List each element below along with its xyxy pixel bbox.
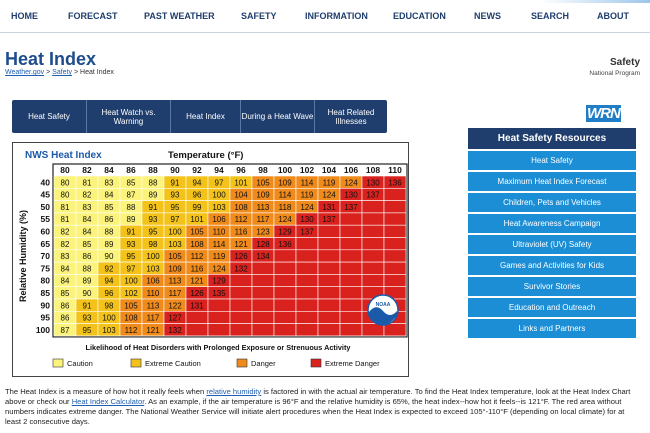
heat-index-value: 110 (212, 227, 226, 237)
temperature-tick: 84 (104, 165, 114, 175)
heat-index-cell (230, 324, 252, 336)
heat-index-value: 124 (212, 264, 226, 274)
heat-index-value: 81 (60, 215, 70, 225)
heat-index-cell (274, 262, 296, 274)
section-title: Safety (609, 57, 640, 68)
heat-index-cell (318, 238, 340, 250)
heat-index-value: 102 (124, 289, 138, 298)
heat-index-value: 112 (190, 252, 204, 262)
heat-index-value: 119 (322, 178, 336, 188)
heat-index-value: 89 (126, 215, 136, 225)
temperature-tick: 90 (170, 165, 180, 175)
heat-index-cell (296, 250, 318, 262)
temperature-tick: 102 (299, 165, 315, 175)
heat-index-value: 129 (278, 227, 292, 237)
heat-index-cell (362, 250, 384, 262)
heat-index-value: 82 (60, 239, 70, 249)
subnav-heat-safety[interactable]: Heat Safety (12, 100, 87, 133)
heat-index-cell (340, 262, 362, 274)
heat-index-value: 108 (124, 313, 138, 323)
heat-index-cell (230, 311, 252, 323)
subnav-during-heat-wave[interactable]: During a Heat Wave (241, 100, 315, 133)
heat-index-value: 106 (146, 276, 160, 286)
heat-index-value: 95 (126, 252, 136, 262)
sidebar-link[interactable]: Games and Activities for Kids (468, 256, 636, 275)
heat-index-value: 105 (168, 252, 182, 262)
heat-index-cell (318, 324, 340, 336)
heat-index-cell (384, 238, 406, 250)
heat-index-value: 124 (344, 178, 358, 188)
heat-index-cell (362, 238, 384, 250)
nav-news[interactable]: NEWS (474, 11, 501, 21)
heat-index-value: 113 (146, 301, 160, 311)
heat-index-value: 85 (126, 178, 136, 188)
humidity-tick: 90 (40, 300, 50, 311)
heat-index-value: 93 (148, 215, 158, 225)
heat-index-value: 103 (168, 239, 182, 249)
heat-index-cell (274, 311, 296, 323)
temperature-tick: 82 (82, 165, 92, 175)
sidebar-link[interactable]: Heat Awareness Campaign (468, 214, 636, 233)
heat-index-value: 95 (148, 227, 158, 237)
heat-index-cell (362, 274, 384, 286)
heat-index-value: 84 (60, 276, 70, 286)
heat-index-cell (274, 287, 296, 299)
temperature-tick: 96 (236, 165, 246, 175)
heat-index-cell (296, 299, 318, 311)
header-accent (540, 0, 650, 3)
heat-index-value: 130 (300, 215, 314, 225)
sidebar-link[interactable]: Ultraviolet (UV) Safety (468, 235, 636, 254)
humidity-tick: 45 (40, 189, 50, 200)
heat-index-value: 117 (168, 289, 182, 298)
heat-index-cell (318, 287, 340, 299)
temperature-tick: 108 (365, 165, 381, 175)
heat-index-value: 81 (60, 202, 70, 212)
heat-index-cell (208, 311, 230, 323)
body-text: is factored in with the actual air temperature. To find the Heat Index temperature, look at the Heat Index Chart above or check our (5, 387, 631, 406)
heat-index-cell (362, 201, 384, 213)
heat-index-value: 85 (82, 239, 92, 249)
heat-index-value: 116 (234, 227, 248, 237)
heat-index-cell (296, 311, 318, 323)
heat-index-value: 121 (146, 325, 160, 335)
heat-index-cell (274, 299, 296, 311)
nav-safety[interactable]: SAFETY (241, 11, 277, 21)
breadcrumb-weather-gov[interactable]: Weather.gov (5, 69, 45, 76)
temperature-tick: 88 (148, 165, 158, 175)
heat-index-value: 84 (82, 215, 92, 225)
heat-index-cell (186, 324, 208, 336)
heat-index-calculator-link[interactable]: Heat Index Calculator (71, 397, 145, 406)
heat-index-value: 113 (256, 202, 270, 212)
humidity-tick: 55 (40, 214, 50, 225)
heat-index-value: 88 (104, 227, 114, 237)
sub-navigation (12, 100, 387, 133)
section-subtitle: National Program (589, 70, 640, 77)
heat-index-value: 89 (104, 239, 114, 249)
heat-index-value: 119 (212, 252, 226, 262)
humidity-tick: 85 (40, 288, 50, 298)
heat-index-cell (252, 324, 274, 336)
humidity-tick: 65 (40, 238, 50, 249)
x-axis-label: Temperature (°F) (168, 150, 244, 161)
heat-index-cell (384, 262, 406, 274)
heat-index-value: 100 (168, 227, 182, 237)
heat-index-cell (340, 274, 362, 286)
heat-index-value: 132 (234, 264, 248, 274)
heat-index-value: 132 (168, 325, 182, 335)
heat-index-cell (340, 324, 362, 336)
heat-index-value: 114 (300, 178, 314, 188)
heat-index-value: 105 (124, 301, 138, 311)
breadcrumb-safety[interactable]: Safety (52, 69, 73, 76)
heat-index-chart-svg (13, 143, 410, 378)
heat-index-value: 98 (148, 239, 158, 249)
heat-index-value: 122 (168, 301, 182, 311)
heat-index-value: 109 (278, 178, 292, 188)
heat-index-value: 96 (192, 190, 202, 200)
heat-index-value: 131 (190, 301, 204, 311)
heat-index-value: 85 (60, 289, 70, 298)
nav-education[interactable]: EDUCATION (393, 11, 446, 21)
heat-index-cell (274, 324, 296, 336)
subnav-heat-index[interactable]: Heat Index (171, 100, 241, 133)
sidebar-link[interactable]: Education and Outreach (468, 298, 636, 317)
heat-index-value: 86 (60, 313, 70, 323)
heat-index-value: 123 (256, 227, 270, 237)
heat-index-value: 86 (82, 252, 92, 262)
heat-index-cell (296, 274, 318, 286)
heat-index-cell (318, 250, 340, 262)
heat-index-cell (252, 274, 274, 286)
heat-index-value: 97 (126, 264, 136, 274)
heat-index-cell (318, 299, 340, 311)
heat-index-value: 101 (190, 215, 204, 225)
heat-index-value: 91 (170, 178, 180, 188)
heat-index-value: 108 (234, 202, 248, 212)
heat-index-value: 110 (146, 289, 160, 298)
heat-index-cell (274, 274, 296, 286)
temperature-tick: 104 (321, 165, 337, 175)
heat-index-cell (384, 213, 406, 225)
heat-index-cell (296, 238, 318, 250)
heat-index-value: 106 (212, 215, 226, 225)
heat-index-value: 105 (190, 227, 204, 237)
heat-index-cell (252, 287, 274, 299)
heat-index-cell (274, 250, 296, 262)
humidity-tick: 80 (40, 275, 50, 286)
heat-index-value: 100 (212, 190, 226, 200)
heat-index-value: 89 (148, 190, 158, 200)
legend-label: Extreme Danger (325, 359, 380, 368)
sidebar-link[interactable]: Links and Partners (468, 319, 636, 338)
heat-index-cell (340, 238, 362, 250)
heat-index-value: 91 (148, 202, 158, 212)
heat-index-cell (252, 299, 274, 311)
temperature-tick: 94 (214, 165, 224, 175)
heat-index-value: 121 (234, 239, 248, 249)
legend-swatch (237, 359, 247, 367)
sidebar (468, 128, 636, 338)
heat-index-value: 95 (170, 202, 180, 212)
heat-index-value: 83 (82, 202, 92, 212)
nav-information[interactable]: INFORMATION (305, 11, 368, 21)
heat-index-value: 130 (344, 190, 358, 200)
heat-index-value: 99 (192, 202, 202, 212)
heat-index-value: 97 (214, 178, 224, 188)
heat-index-cell (208, 324, 230, 336)
heat-index-value: 83 (104, 178, 114, 188)
humidity-tick: 50 (40, 201, 50, 212)
heat-index-value: 119 (300, 190, 314, 200)
heat-index-value: 80 (60, 190, 70, 200)
heat-index-cell (340, 250, 362, 262)
top-navigation (0, 0, 650, 33)
heat-index-value: 121 (190, 276, 204, 286)
subnav-heat-illnesses[interactable]: Heat Related Illnesses (327, 107, 375, 126)
heat-index-value: 90 (104, 252, 114, 262)
legend-label: Caution (67, 359, 93, 368)
heat-index-value: 96 (104, 289, 114, 298)
heat-index-value: 114 (278, 190, 292, 200)
heat-index-chart (12, 142, 409, 377)
heat-index-cell (252, 311, 274, 323)
legend-swatch (53, 359, 63, 367)
heat-index-value: 93 (170, 190, 180, 200)
heat-index-value: 97 (170, 215, 180, 225)
heat-index-cell (362, 262, 384, 274)
body-text: The Heat Index is a measure of how hot it really feels when (5, 387, 207, 396)
heat-index-value: 84 (82, 227, 92, 237)
heat-index-value: 137 (366, 190, 380, 200)
humidity-tick: 70 (40, 251, 50, 262)
heat-index-cell (340, 311, 362, 323)
heat-index-value: 103 (102, 325, 116, 335)
heat-index-value: 91 (82, 301, 92, 311)
heat-index-value: 126 (190, 289, 204, 298)
heat-index-cell (186, 311, 208, 323)
nav-search[interactable]: SEARCH (531, 11, 570, 21)
heat-index-value: 117 (146, 313, 160, 323)
heat-index-value: 90 (82, 289, 92, 298)
heat-index-value: 85 (104, 202, 114, 212)
sidebar-link[interactable]: Heat Safety (468, 151, 636, 170)
heat-index-value: 137 (322, 215, 336, 225)
noaa-logo-text: NOAA (375, 302, 391, 308)
heat-index-value: 126 (234, 252, 248, 262)
heat-index-cell (296, 262, 318, 274)
heat-index-value: 89 (82, 276, 92, 286)
heat-index-value: 137 (300, 227, 314, 237)
heat-index-value: 137 (344, 202, 358, 212)
heat-index-value: 82 (60, 227, 70, 237)
page-title: Heat Index (5, 49, 97, 69)
heat-index-value: 124 (300, 202, 314, 212)
heat-index-cell (362, 213, 384, 225)
heat-index-value: 88 (126, 202, 136, 212)
heat-index-cell (296, 324, 318, 336)
heat-index-value: 134 (256, 252, 270, 262)
breadcrumb (5, 69, 114, 76)
heat-index-value: 82 (82, 190, 92, 200)
heat-index-value: 93 (82, 313, 92, 323)
heat-index-value: 98 (104, 301, 114, 311)
heat-index-value: 124 (278, 215, 292, 225)
heat-index-cell (296, 287, 318, 299)
heat-index-value: 116 (190, 264, 204, 274)
heat-index-value: 88 (148, 178, 158, 188)
heat-index-value: 117 (256, 215, 270, 225)
heat-index-value: 131 (322, 202, 336, 212)
temperature-tick: 86 (126, 165, 136, 175)
heat-index-value: 136 (388, 178, 402, 188)
heat-index-value: 100 (146, 252, 160, 262)
heat-index-value: 100 (102, 313, 116, 323)
heat-index-cell (318, 262, 340, 274)
heat-index-value: 128 (256, 239, 270, 249)
heat-index-cell (230, 299, 252, 311)
temperature-tick: 92 (192, 165, 202, 175)
chart-title: NWS Heat Index (25, 150, 102, 161)
temperature-tick: 100 (277, 165, 293, 175)
heat-index-value: 127 (168, 313, 182, 323)
heat-index-cell (230, 274, 252, 286)
body-text: . As an example, if the air temperature is 96°F and the relative humidity is 65%, the heat index--how hot it feels--is 121°F. The red area without numbers indicates extreme danger. The National Weather Service will initiate alert procedures when the Heat Index is expected to exceed 105°-110°F (depending on local climate) for at least 2 consecutive days. (5, 397, 625, 426)
heat-index-value: 94 (104, 276, 114, 286)
heat-index-value: 88 (82, 264, 92, 274)
heat-index-value: 91 (126, 227, 136, 237)
heat-index-value: 100 (124, 276, 138, 286)
heat-index-cell (362, 225, 384, 237)
heat-index-cell (384, 225, 406, 237)
nav-home[interactable]: HOME (11, 11, 38, 21)
heat-index-cell (318, 311, 340, 323)
heat-index-value: 87 (126, 190, 136, 200)
heat-index-cell (340, 299, 362, 311)
heat-index-value: 84 (104, 190, 114, 200)
temperature-tick: 80 (60, 165, 70, 175)
heat-index-cell (318, 225, 340, 237)
heat-index-value: 87 (60, 325, 70, 335)
breadcrumb-separator: > (44, 69, 53, 76)
heat-index-value: 118 (278, 202, 292, 212)
heat-index-cell (384, 274, 406, 286)
heat-index-value: 86 (60, 301, 70, 311)
heat-index-value: 136 (278, 239, 292, 249)
humidity-tick: 100 (35, 324, 50, 335)
humidity-tick: 40 (40, 177, 50, 188)
humidity-tick: 95 (40, 312, 50, 323)
heat-index-cell (230, 287, 252, 299)
heat-index-value: 109 (256, 190, 270, 200)
heat-index-value: 94 (192, 178, 202, 188)
heat-index-value: 104 (234, 190, 248, 200)
heat-index-value: 108 (190, 239, 204, 249)
temperature-tick: 98 (258, 165, 268, 175)
temperature-tick: 110 (388, 165, 402, 175)
heat-index-value: 112 (124, 325, 138, 335)
nav-about[interactable]: ABOUT (597, 11, 629, 21)
nav-past-weather[interactable]: PAST WEATHER (144, 11, 215, 21)
heat-index-cell (384, 250, 406, 262)
heat-index-value: 101 (234, 178, 248, 188)
legend-label: Danger (251, 359, 276, 368)
heat-index-value: 109 (168, 264, 182, 274)
heat-index-value: 92 (104, 264, 114, 274)
heat-index-value: 83 (60, 252, 70, 262)
heat-index-value: 124 (322, 190, 336, 200)
subnav-watch-vs-warning[interactable]: Heat Watch vs. Warning (87, 100, 171, 133)
heat-index-cell (384, 188, 406, 200)
breadcrumb-current: Heat Index (80, 69, 114, 76)
heat-index-value: 103 (212, 202, 226, 212)
heat-index-value: 81 (82, 178, 92, 188)
humidity-tick: 60 (40, 226, 50, 237)
heat-index-cell (208, 299, 230, 311)
humidity-tick: 75 (40, 263, 50, 274)
heat-index-value: 84 (60, 264, 70, 274)
heat-index-value: 95 (82, 325, 92, 335)
y-axis-label: Relative Humidity (%) (18, 209, 28, 303)
heat-index-value: 112 (234, 215, 248, 225)
sidebar-link[interactable]: Maximum Heat Index Forecast (468, 172, 636, 191)
sidebar-link[interactable]: Survivor Stories (468, 277, 636, 296)
wrn-logo: WRN (587, 105, 620, 122)
relative-humidity-link[interactable]: relative humidity (206, 387, 262, 396)
heat-index-cell (384, 201, 406, 213)
sidebar-link[interactable]: Children, Pets and Vehicles (468, 193, 636, 212)
legend-swatch (311, 359, 321, 367)
heat-index-value: 130 (366, 178, 380, 188)
heat-index-value: 105 (256, 178, 270, 188)
heat-index-cell (384, 324, 406, 336)
heat-index-value: 129 (212, 276, 226, 286)
heat-index-value: 93 (126, 239, 136, 249)
nav-forecast[interactable]: FORECAST (68, 11, 118, 21)
legend-label: Extreme Caution (145, 359, 201, 368)
chart-subtitle: Likelihood of Heat Disorders with Prolonged Exposure or Strenuous Activity (85, 343, 351, 352)
heat-index-value: 103 (146, 264, 160, 274)
breadcrumb-separator: > (72, 69, 81, 76)
heat-index-cell (340, 287, 362, 299)
heat-index-value: 80 (60, 178, 70, 188)
heat-index-value: 114 (212, 239, 226, 249)
body-paragraph (5, 387, 641, 427)
legend-swatch (131, 359, 141, 367)
heat-index-value: 86 (104, 215, 114, 225)
heat-index-cell (318, 274, 340, 286)
heat-index-cell (252, 262, 274, 274)
temperature-tick: 106 (343, 165, 359, 175)
heat-index-value: 135 (212, 289, 226, 298)
sidebar-heading: Heat Safety Resources (468, 128, 636, 149)
heat-index-cell (340, 213, 362, 225)
heat-index-value: 113 (168, 276, 182, 286)
heat-index-cell (340, 225, 362, 237)
